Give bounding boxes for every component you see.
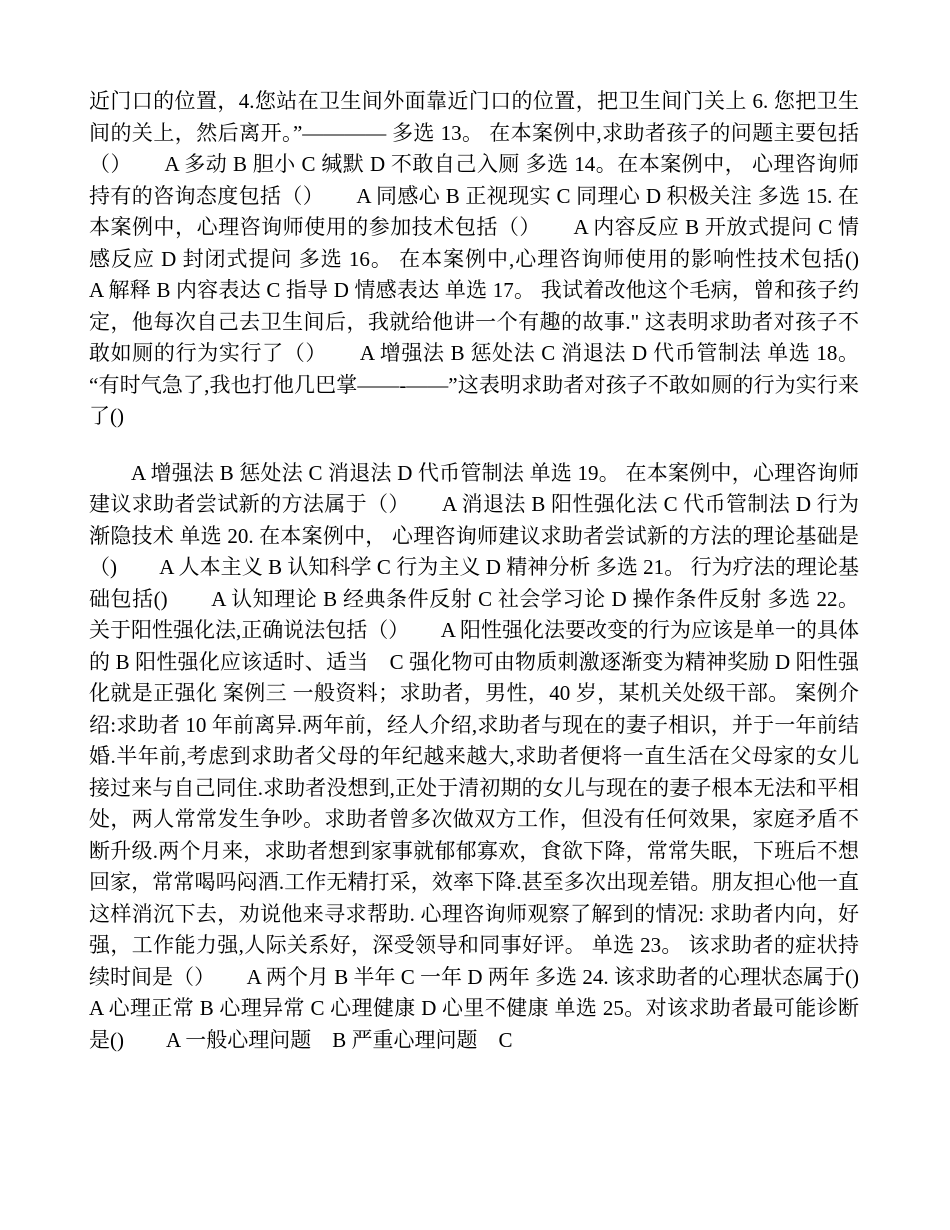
paragraph-1: 近门口的位置，4.您站在卫生间外面靠近门口的位置，把卫生间门关上 6. 您把卫生间的关上，然后离开。”———— 多选 13。 在本案例中,求助者孩子的问题主要包括（） A 多动 B 胆小 C 缄默 D 不敢自己入厕 多选 14。在本案例中， 心理咨询师持有的咨询态度包括（） A 同感心 B 正视现实 C 同理心 D 积极关注 多选 15. 在本案例中，心理咨询师使用的参加技术包括（） A 内容反应 B 开放式提问 C 情感反应 D 封闭式提问 多选 16。 在本案例中,心理咨询师使用的影响性技术包括() A 解释 B 内容表达 C 指导 D 情感表达 单选 17。 我试着改他这个毛病，曾和孩子约定，他每次自己去卫生间后，我就给他讲一个有趣的故事." 这表明求助者对孩子不敢如厕的行为实行了（） A 增强法 B 惩处法 C 消退法 D 代币管制法 单选 18。 “有时气急了,我也打他几巴掌——-——”这表明求助者对孩子不敢如厕的行为实行来了() <box>89 89 901 428</box>
paragraph-2: A 增强法 B 惩处法 C 消退法 D 代币管制法 单选 19。 在本案例中，心理咨询师建议求助者尝试新的方法属于（） A 消退法 B 阳性强化法 C 代币管制法 D 行为渐隐技术 单选 20. 在本案例中， 心理咨询师建议求助者尝试新的方法的理论基础是（) A 人本主义 B 认知科学 C 行为主义 D 精神分析 多选 21。 行为疗法的理论基础包括() A 认知理论 B 经典条件反射 C 社会学习论 D 操作条件反射 多选 22。 关于阳性强化法,正确说法包括（） A 阳性强化法要改变的行为应该是单一的具体的 B 阳性强化应该适时、适当 C 强化物可由物质刺激逐渐变为精神奖励 D 阳性强化就是正强化 案例三 一般资料；求助者，男性，40 岁，某机关处级干部。 案例介绍:求助者 10 年前离异.两年前，经人介绍,求助者与现在的妻子相识，并于一年前结婚.半年前,考虑到求助者父母的年纪越来越大,求助者便将一直生活在父母家的女儿接过来与自己同住.求助者没想到,正处于清初期的女儿与现在的妻子根本无法和平相处，两人常常发生争吵。求助者曾多次做双方工作，但没有任何效果，家庭矛盾不断升级.两个月来，求助者想到家事就郁郁寡欢，食欲下降，常常失眠，下班后不想回家，常常喝吗闷酒.工作无精打采，效率下降.甚至多次出现差错。朋友担心他一直这样消沉下去，劝说他来寻求帮助. 心理咨询师观察了解到的情况: 求助者内向，好强，工作能力强,人际关系好，深受领导和同事好评。 单选 23。 该求助者的症状持续时间是（） A 两个月 B 半年 C 一年 D 两年 多选 24. 该求助者的心理状态属于() A 心理正常 B 心理异常 C 心理健康 D 心里不健康 单选 25。对该求助者最可能诊断是() A 一般心理问题 B 严重心理问题 C <box>89 460 901 1052</box>
document-body <box>89 86 901 1056</box>
